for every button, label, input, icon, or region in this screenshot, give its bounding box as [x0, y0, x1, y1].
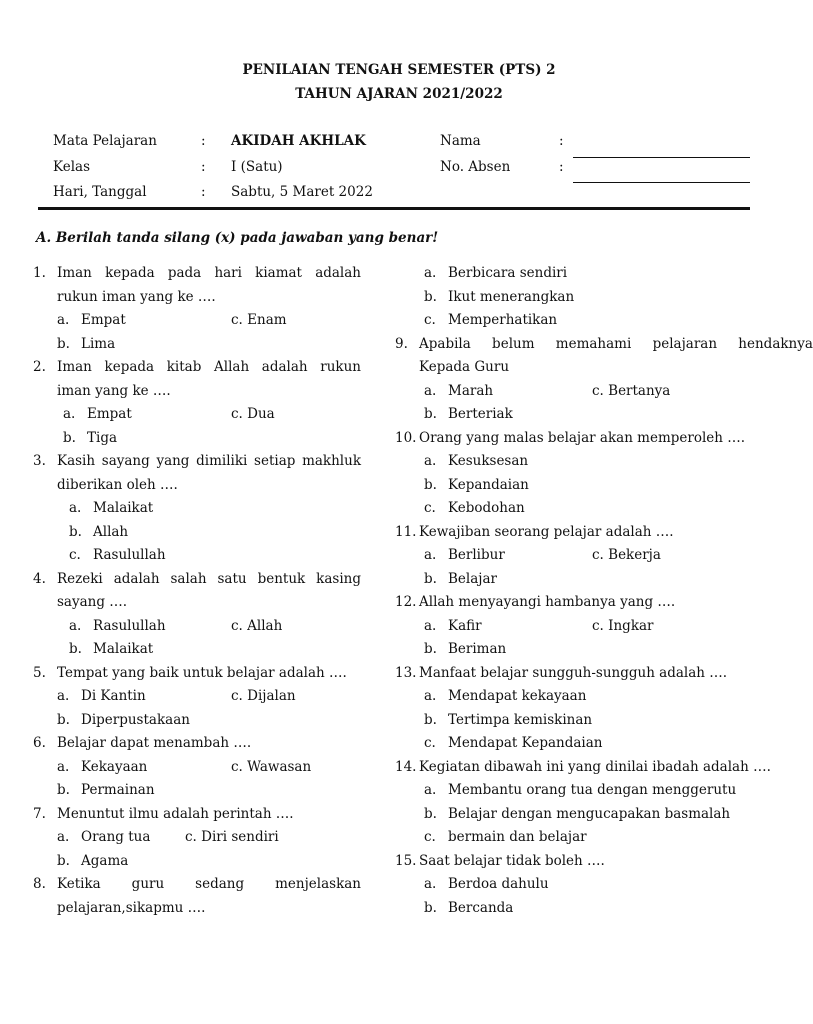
answer-option[interactable]: c. Enam: [231, 312, 287, 328]
answer-option[interactable]: b. Kepandaian: [424, 476, 529, 493]
answer-option-row: [395, 403, 795, 427]
question-number: 3.: [33, 453, 46, 469]
question-number: 9.: [395, 335, 408, 352]
question-number: 7.: [33, 805, 46, 822]
answer-option-row: [33, 615, 361, 639]
answer-option-row: [395, 262, 795, 286]
answer-option[interactable]: b. Agama: [57, 852, 129, 869]
date-label: Hari, Tanggal: [53, 184, 147, 200]
question-item: [395, 662, 795, 686]
question-text: Menuntut ilmu adalah perintah ….: [57, 805, 294, 822]
question-text: Apabila belum memahami pelajaran hendaknya: [419, 335, 813, 352]
subject-value: AKIDAH AKHLAK: [231, 133, 366, 149]
answer-option-row: [33, 333, 361, 357]
answer-option[interactable]: a. Kesuksesan: [424, 453, 529, 469]
answer-option[interactable]: c. Allah: [231, 617, 283, 634]
answer-option-row: [33, 427, 361, 451]
answer-option-row: [395, 873, 795, 897]
question-text: Kepada Guru: [419, 359, 510, 375]
date-value: Sabtu, 5 Maret 2022: [231, 184, 373, 200]
answer-option[interactable]: c. Bekerja: [592, 547, 661, 563]
name-field-line[interactable]: [573, 157, 750, 158]
answer-option[interactable]: c. Dua: [231, 406, 275, 422]
answer-option[interactable]: b. Tiga: [63, 429, 118, 446]
answer-option-row: [395, 897, 795, 921]
answer-option-row: [33, 756, 361, 780]
answer-option-row: [33, 850, 361, 874]
answer-option-row: [395, 380, 795, 404]
answer-option[interactable]: c. Dijalan: [231, 688, 296, 704]
colon: :: [559, 133, 564, 149]
answer-option-row: [33, 544, 361, 568]
answer-option-row: [33, 826, 361, 850]
answer-option[interactable]: a. Berbicara sendiri: [424, 265, 568, 281]
answer-option-row: [395, 497, 795, 521]
answer-option[interactable]: c. Rasulullah: [69, 547, 166, 563]
answer-option-row: [395, 615, 795, 639]
question-item: [395, 427, 795, 451]
answer-option-row: [33, 403, 361, 427]
answer-option[interactable]: c. Kebodohan: [424, 500, 525, 516]
colon: :: [201, 159, 206, 175]
question-number: 2.: [33, 359, 46, 375]
section-instruction: A. Berilah tanda silang (x) pada jawaban yang benar!: [36, 230, 439, 246]
answer-option-row: [33, 685, 361, 709]
question-text: pelajaran,sikapmu ….: [57, 899, 206, 916]
answer-option[interactable]: b. Belajar dengan mengucapakan basmalah: [424, 805, 731, 822]
question-text: diberikan oleh ….: [57, 476, 178, 493]
answer-option[interactable]: c. Memperhatikan: [424, 312, 558, 328]
question-text: Iman kepada kitab Allah adalah rukun: [57, 359, 361, 375]
colon: :: [201, 184, 206, 200]
question-text: Kewajiban seorang pelajar adalah ….: [419, 523, 674, 540]
answer-option-row: [395, 779, 795, 803]
question-number: 12.: [395, 594, 417, 610]
question-number: 10.: [395, 429, 417, 446]
question-number: 6.: [33, 735, 46, 751]
answer-option-row: [395, 309, 795, 333]
question-text: Ketika guru sedang menjelaskan: [57, 876, 361, 892]
answer-option[interactable]: c. Wawasan: [231, 758, 312, 775]
answer-option-row: [395, 709, 795, 733]
answer-option-row: [33, 779, 361, 803]
answer-option[interactable]: a. Di Kantin: [57, 688, 146, 704]
question-number: 4.: [33, 570, 46, 587]
question-text: Saat belajar tidak boleh ….: [419, 852, 605, 869]
answer-option[interactable]: a. Empat: [63, 406, 132, 422]
question-item: [33, 732, 361, 756]
answer-option-row: [395, 732, 795, 756]
answer-option-row: [395, 826, 795, 850]
answer-option[interactable]: c. Ingkar: [592, 617, 654, 634]
question-number: 15.: [395, 852, 417, 869]
colon: :: [201, 133, 206, 149]
answer-option[interactable]: b. Allah: [69, 523, 129, 540]
answer-option[interactable]: c. Bertanya: [592, 382, 671, 399]
question-item: [395, 591, 795, 615]
answer-option[interactable]: b. Malaikat: [69, 641, 154, 657]
answer-option[interactable]: a. Orang tua: [57, 829, 151, 845]
question-number: 1.: [33, 265, 46, 281]
questions-left-column: [33, 262, 361, 920]
answer-option[interactable]: a. Berlibur: [424, 547, 505, 563]
class-label: Kelas: [53, 159, 91, 175]
answer-option-row: [33, 638, 361, 662]
question-item: [33, 450, 361, 474]
answer-option[interactable]: b. Belajar: [424, 570, 497, 587]
question-item: [33, 662, 361, 686]
question-number: 11.: [395, 523, 417, 540]
question-text: Manfaat belajar sungguh-sungguh adalah ….: [419, 664, 728, 681]
question-number: 5.: [33, 664, 46, 681]
answer-option-row: [395, 568, 795, 592]
answer-option[interactable]: a. Rasulullah: [69, 617, 166, 634]
answer-option[interactable]: a. Mendapat kekayaan: [424, 688, 587, 704]
answer-option[interactable]: a. Kafir: [424, 617, 482, 634]
question-item: [33, 356, 361, 380]
question-item: [395, 333, 813, 357]
question-text: sayang ….: [57, 594, 128, 610]
answer-option[interactable]: a. Malaikat: [69, 500, 154, 516]
question-text: Iman kepada pada hari kiamat adalah: [57, 265, 361, 281]
question-text: Allah menyayangi hambanya yang ….: [419, 594, 676, 610]
subject-label: Mata Pelajaran: [53, 133, 157, 149]
question-item: [395, 850, 795, 874]
answer-option-row: [395, 544, 795, 568]
answer-option[interactable]: a. Membantu orang tua dengan menggerutu: [424, 782, 737, 798]
answer-option-row: [33, 521, 361, 545]
question-text: Belajar dapat menambah ….: [57, 735, 252, 751]
answer-option[interactable]: a. Empat: [57, 312, 126, 328]
answer-option[interactable]: b. Diperpustakaan: [57, 711, 190, 728]
question-item: [33, 803, 361, 827]
answer-option-row: [33, 497, 361, 521]
answer-option[interactable]: c. bermain dan belajar: [424, 829, 587, 845]
academic-year: TAHUN AJARAN 2021/2022: [295, 86, 503, 102]
answer-option[interactable]: b. Beriman: [424, 641, 507, 657]
answer-option[interactable]: c. Diri sendiri: [185, 829, 279, 845]
answer-option-row: [395, 685, 795, 709]
exam-title: PENILAIAN TENGAH SEMESTER (PTS) 2: [242, 62, 556, 78]
class-value: I (Satu): [231, 159, 283, 175]
question-text: rukun iman yang ke ….: [57, 288, 216, 305]
question-number: 14.: [395, 758, 417, 775]
question-text: Kegiatan dibawah ini yang dinilai ibadah adalah ….: [419, 758, 771, 775]
answer-option-row: [33, 709, 361, 733]
answer-option[interactable]: b. Berteriak: [424, 406, 513, 422]
answer-option-row: [395, 286, 795, 310]
answer-option[interactable]: a. Kekayaan: [57, 758, 148, 775]
question-item: [33, 568, 361, 592]
question-number: 8.: [33, 876, 46, 892]
answer-option[interactable]: b. Ikut menerangkan: [424, 288, 575, 305]
answer-option[interactable]: b. Permainan: [57, 782, 155, 798]
answer-option-row: [395, 638, 795, 662]
question-item: [33, 262, 361, 286]
answer-option[interactable]: b. Lima: [57, 335, 116, 352]
question-text: Tempat yang baik untuk belajar adalah ….: [57, 664, 347, 681]
answer-option-row: [395, 474, 795, 498]
name-label: Nama: [440, 133, 481, 149]
question-item: [395, 756, 795, 780]
answer-option-row: [395, 450, 795, 474]
answer-option[interactable]: b. Bercanda: [424, 899, 514, 916]
absen-label: No. Absen: [440, 159, 511, 175]
answer-option[interactable]: a. Marah: [424, 382, 494, 399]
question-item: [33, 873, 361, 897]
question-item: [395, 521, 795, 545]
question-number: 13.: [395, 664, 417, 681]
colon: :: [559, 159, 564, 175]
absen-field-line[interactable]: [573, 182, 750, 183]
header-divider: [38, 207, 750, 210]
answer-option-row: [33, 309, 361, 333]
answer-option-row: [395, 803, 795, 827]
questions-right-column: [395, 262, 813, 920]
question-text: Rezeki adalah salah satu bentuk kasing: [57, 570, 361, 587]
question-text: iman yang ke ….: [57, 382, 171, 399]
answer-option[interactable]: b. Tertimpa kemiskinan: [424, 711, 593, 728]
answer-option[interactable]: a. Berdoa dahulu: [424, 876, 549, 892]
question-text: Kasih sayang yang dimiliki setiap makhluk: [57, 453, 361, 469]
answer-option[interactable]: c. Mendapat Kepandaian: [424, 735, 603, 751]
question-text: Orang yang malas belajar akan memperoleh ….: [419, 429, 746, 446]
